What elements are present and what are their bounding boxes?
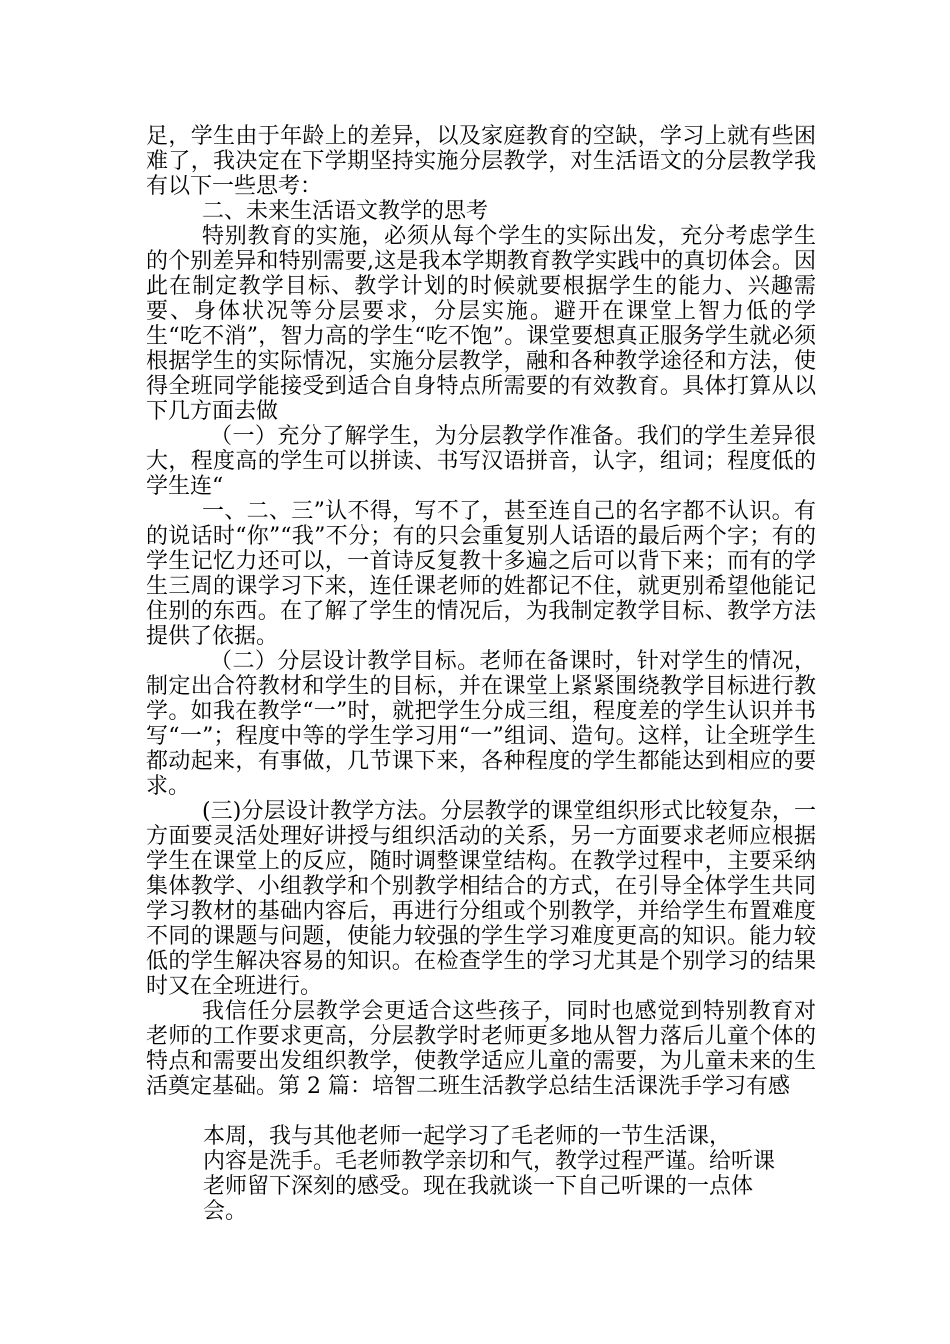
reflection-line-4: 会。: [203, 1199, 248, 1224]
reflection-line-3: 老师留下深刻的感受。现在我就谈一下自己听课的一点体: [203, 1174, 754, 1199]
paragraph-teaching-goals: （二）分层设计教学目标。老师在备课时，针对学生的情况，制定出合符教材和学生的目标，并在课堂上紧紧围绕教学目标进行教学。如我在教学“一”时，就把学生分成三组，程度差的学生认识并书写“一”；程度中等的学生学习用“一”组词、造句。这样，让全班学生都动起来，有事做，几节课下来，各种程度的学生都能达到相应的要求。: [146, 649, 816, 799]
paragraph-teaching-methods: (三)分层设计教学方法。分层教学的课堂组织形式比较复杂，一方面要灵活处理好讲授与组织活动的关系，另一方面要求老师应根据学生在课堂上的反应，随时调整课堂结构。在教学过程中，主要采纳集体教学、小组教学和个别教学相结合的方式，在引导全体学生共同学习教材的基础内容后，再进行分组或个别教学，并给学生布置难度不同的课题与问题，使能力较强的学生学习难度更高的知识。能力较低的学生解决容易的知识。在检查学生的学习尤其是个别学习的结果时又在全班进行。: [146, 799, 816, 999]
handwashing-reflection: [203, 1124, 783, 1224]
paragraph-special-education: 特别教育的实施，必须从每个学生的实际出发，充分考虑学生的个别差异和特别需要,这是我本学期教育教学实践中的真切体会。因此在制定教学目标、教学计划的时候就要根据学生的能力、兴趣需要、身体状况等分层要求，分层实施。避开在课堂上智力低的学生“吃不消”，智力高的学生“吃不饱”。课堂要想真正服务学生就必须根据学生的实际情况，实施分层教学，融和各种教学途径和方法，使得全班同学能接受到适合自身特点所需要的有效教育。具体打算从以下几方面去做: [146, 224, 816, 424]
paragraph-student-differences: 一、二、三”认不得，写不了，甚至连自己的名字都不认识。有的说话时“你”“我”不分；有的只会重复别人话语的最后两个字；有的学生记忆力还可以，一首诗反复教十多遍之后可以背下来；而有的学生三周的课学习下来，连任课老师的姓都记不住，就更别希望他能记住别的东西。在了解了学生的情况后，为我制定教学目标、教学方法提供了依据。: [146, 499, 816, 649]
reflection-line-2: 内容是洗手。毛老师教学亲切和气，教学过程严谨。给听课: [203, 1149, 776, 1174]
paragraph-understand-students: （一）充分了解学生，为分层教学作准备。我们的学生差异很大，程度高的学生可以拼读、书写汉语拼音，认字，组词；程度低的学生连“: [146, 424, 816, 499]
paragraph-intro: 足，学生由于年龄上的差异，以及家庭教育的空缺，学习上就有些困难了，我决定在下学期坚持实施分层教学，对生活语文的分层教学我有以下一些思考：: [146, 124, 816, 199]
reflection-line-1: 本周，我与其他老师一起学习了毛老师的一节生活课，: [203, 1124, 732, 1149]
document-body: [146, 124, 816, 1099]
paragraph-conclusion: 我信任分层教学会更适合这些孩子，同时也感觉到特别教育对老师的工作要求更高，分层教学时老师更多地从智力落后儿童个体的特点和需要出发组织教学，使教学适应儿童的需要，为儿童未来的生活奠定基础。第 2 篇：培智二班生活教学总结生活课洗手学习有感: [146, 999, 816, 1099]
section-heading: 二、未来生活语文教学的思考: [202, 199, 489, 224]
